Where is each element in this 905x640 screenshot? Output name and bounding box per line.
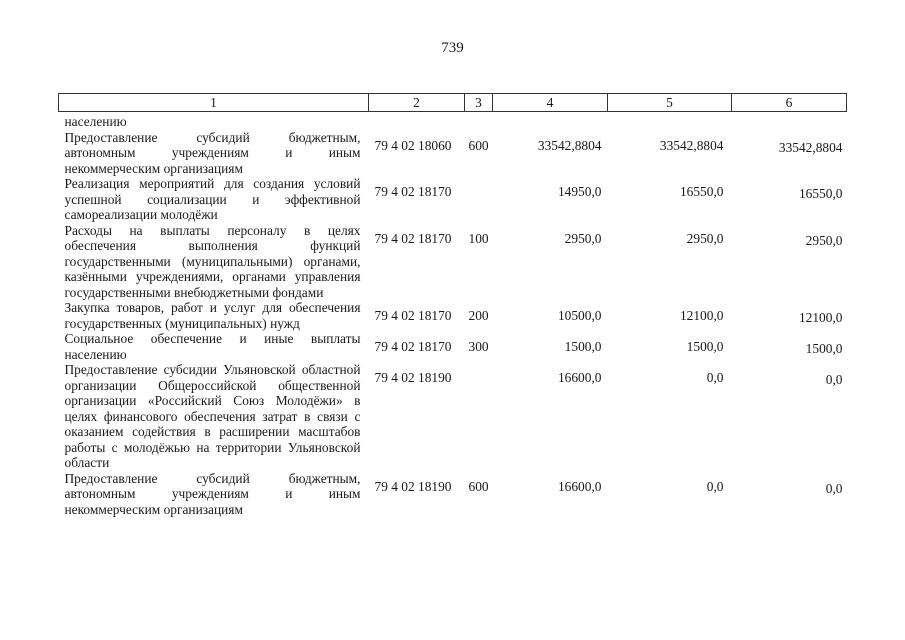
- row-amount-1: 16600,0: [557, 370, 602, 385]
- row-description: Закупка товаров, работ и услуг для обеспечения государственных (муниципальных) нужд: [64, 300, 361, 331]
- row-amount-2: 0,0: [706, 370, 724, 385]
- continuation-row: [59, 112, 847, 130]
- row-amount-3: 0,0: [825, 372, 843, 387]
- row-code: 79 4 02 18170: [374, 230, 452, 246]
- row-amount-2: 12100,0: [679, 308, 724, 323]
- row-amount-2: 33542,8804: [659, 137, 724, 153]
- header-col-2: 2: [369, 94, 465, 112]
- row-amount-3: 2950,0: [805, 232, 843, 248]
- row-amount-3: 33542,8804: [778, 139, 843, 155]
- header-col-3: 3: [465, 94, 493, 112]
- header-col-6: 6: [732, 94, 847, 112]
- table-header: [59, 94, 847, 112]
- row-type: [465, 176, 493, 223]
- row-description: Реализация мероприятий для создания условий успешной социализации и эффективной самореализации молодёжи: [64, 176, 361, 222]
- row-description: Предоставление субсидий бюджетным, автономным учреждениям и иным некоммерческим организациям: [64, 470, 361, 517]
- row-code: 79 4 02 18190: [374, 478, 452, 494]
- row-amount-2: 2950,0: [686, 230, 724, 246]
- row-amount-1: 14950,0: [557, 184, 602, 199]
- row-code: 79 4 02 18170: [374, 184, 452, 199]
- row-description: Расходы на выплаты персоналу в целях обеспечения выполнения функций государственными (муниципальными) органами, казёнными учреждениями, органами управления государственными внебюджетными фондами: [64, 222, 361, 300]
- table-row: [59, 176, 847, 223]
- table-row: [59, 362, 847, 471]
- table-row: [59, 471, 847, 518]
- row-code: 79 4 02 18170: [374, 308, 452, 323]
- row-description: Социальное обеспечение и иные выплаты населению: [64, 331, 361, 362]
- row-description: Предоставление субсидий бюджетным, автономным учреждениям и иным некоммерческим организациям: [64, 129, 361, 176]
- row-amount-1: 2950,0: [564, 230, 602, 246]
- table-row: [59, 130, 847, 177]
- row-amount-3: 12100,0: [798, 310, 843, 325]
- header-col-4: 4: [493, 94, 608, 112]
- budget-table: [58, 93, 847, 517]
- row-code: 79 4 02 18060: [374, 137, 452, 153]
- row-code: 79 4 02 18170: [374, 339, 452, 354]
- table-row: [59, 223, 847, 301]
- row-type: 300: [468, 339, 489, 354]
- table-row: [59, 331, 847, 362]
- continuation-text: населению: [64, 114, 127, 129]
- row-type: 200: [468, 308, 489, 323]
- row-type: 100: [468, 230, 489, 246]
- row-amount-1: 33542,8804: [537, 137, 602, 153]
- header-col-1: 1: [59, 94, 369, 112]
- page-number: 739: [441, 40, 464, 56]
- row-amount-3: 1500,0: [805, 341, 843, 356]
- row-type: 600: [468, 478, 489, 494]
- row-amount-1: 16600,0: [557, 478, 602, 494]
- row-amount-1: 10500,0: [557, 308, 602, 323]
- table-body: [59, 112, 847, 518]
- row-amount-3: 16550,0: [798, 186, 843, 201]
- row-amount-3: 0,0: [825, 480, 843, 496]
- row-amount-1: 1500,0: [564, 339, 602, 354]
- header-col-5: 5: [608, 94, 732, 112]
- row-amount-2: 0,0: [706, 478, 724, 494]
- table-row: [59, 300, 847, 331]
- row-description: Предоставление субсидии Ульяновской областной организации Общероссийской общественной организации «Российский Союз Молодёжи» в целях финансового обеспечения затрат в связи с оказанием содействия в расширении масштабов работы с молодёжью на территории Ульяновской области: [64, 362, 361, 470]
- row-code: 79 4 02 18190: [374, 370, 452, 385]
- row-amount-2: 1500,0: [686, 339, 724, 354]
- row-type: 600: [468, 137, 489, 153]
- row-type: [465, 362, 493, 471]
- header-row: [59, 94, 847, 112]
- row-amount-2: 16550,0: [679, 184, 724, 199]
